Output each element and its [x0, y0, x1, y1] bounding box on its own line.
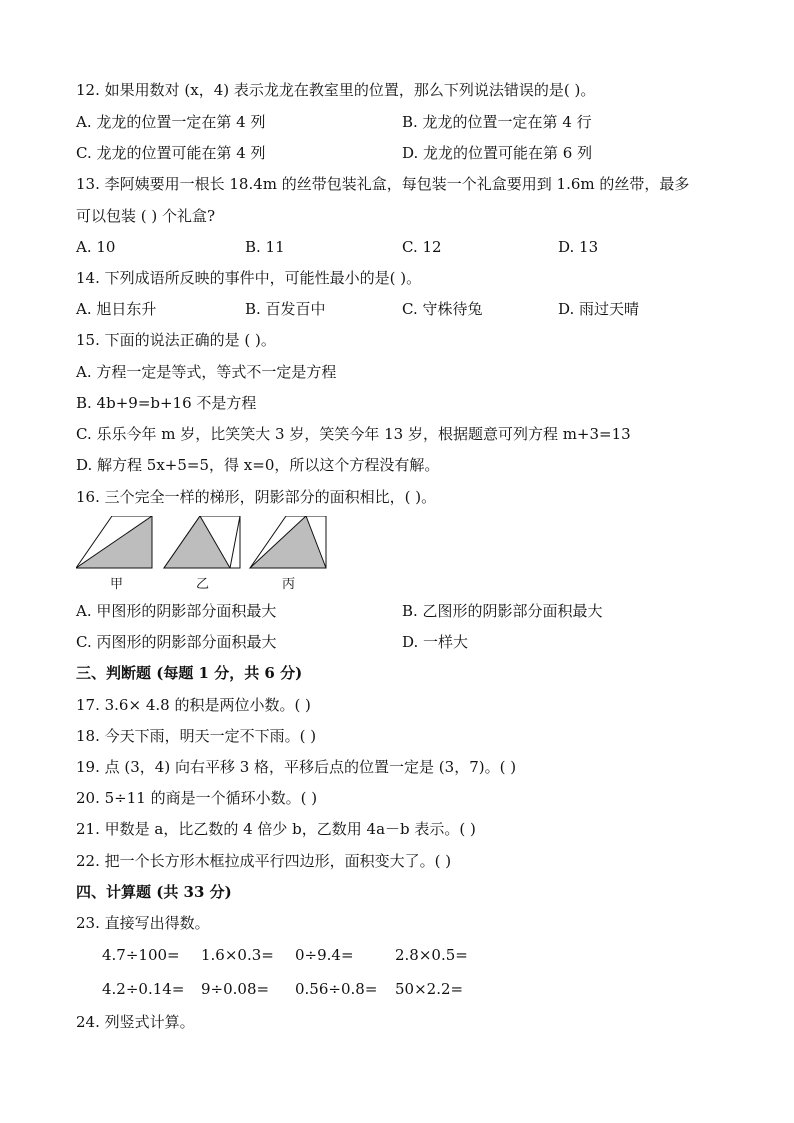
q16-option-b: B. 乙图形的阴影部分面积最大 — [402, 602, 603, 620]
q20: 20. 5÷11 的商是一个循环小数。( ) — [76, 789, 318, 807]
section-calculation-title: 四、计算题 (共 33 分) — [76, 883, 232, 901]
q12-option-d: D. 龙龙的位置可能在第 6 列 — [402, 144, 593, 162]
q16-option-d: D. 一样大 — [402, 633, 469, 651]
q15-option-c: C. 乐乐今年 m 岁，比笑笑大 3 岁，笑笑今年 13 岁，根据题意可列方程 m+3=13 — [76, 425, 631, 443]
q14-option-a: A. 旭日东升 — [76, 300, 157, 318]
q15-option-d: D. 解方程 5x+5=5，得 x=0，所以这个方程没有解。 — [76, 456, 440, 474]
q14-stem: 14. 下列成语所反映的事件中，可能性最小的是( )。 — [76, 269, 422, 287]
calc-item: 1.6×0.3= — [201, 946, 274, 964]
q12-option-c: C. 龙龙的位置可能在第 4 列 — [76, 144, 266, 162]
q13-stem-line1: 13. 李阿姨要用一根长 18.4m 的丝带包装礼盒，每包装一个礼盒要用到 1.6m 的丝带，最多 — [76, 175, 690, 193]
q16-option-a: A. 甲图形的阴影部分面积最大 — [76, 602, 277, 620]
q15-option-b: B. 4b+9=b+16 不是方程 — [76, 394, 257, 412]
figure-label-bing: 丙 — [282, 577, 296, 592]
section-judgement-title: 三、判断题 (每题 1 分，共 6 分) — [76, 664, 303, 682]
q13-option-a: A. 10 — [76, 238, 116, 256]
calc-item: 9÷0.08= — [201, 980, 270, 998]
trapezoid-jia — [76, 516, 152, 568]
calc-item: 50×2.2= — [395, 980, 464, 998]
q15-stem: 15. 下面的说法正确的是 ( )。 — [76, 331, 276, 349]
q12-option-a: A. 龙龙的位置一定在第 4 列 — [76, 113, 266, 131]
q13-option-c: C. 12 — [402, 238, 442, 256]
q17: 17. 3.6× 4.8 的积是两位小数。( ) — [76, 696, 311, 714]
calc-item: 0.56÷0.8= — [295, 980, 378, 998]
calc-item: 4.7÷100= — [102, 946, 180, 964]
q14-option-c: C. 守株待兔 — [402, 300, 483, 318]
trapezoid-bing — [250, 516, 326, 568]
trapezoid-yi — [164, 516, 240, 568]
q12-stem: 12. 如果用数对 (x，4) 表示龙龙在教室里的位置，那么下列说法错误的是( )。 — [76, 81, 596, 99]
q16-option-c: C. 丙图形的阴影部分面积最大 — [76, 633, 277, 651]
q24-stem: 24. 列竖式计算。 — [76, 1013, 195, 1031]
q13-stem-line2: 可以包装 ( ) 个礼盒? — [76, 207, 216, 225]
q18: 18. 今天下雨，明天一定不下雨。( ) — [76, 727, 317, 745]
q15-option-a: A. 方程一定是等式，等式不一定是方程 — [76, 363, 337, 381]
q21: 21. 甲数是 a，比乙数的 4 倍少 b，乙数用 4a－b 表示。( ) — [76, 820, 476, 838]
figure-label-jia: 甲 — [110, 577, 124, 592]
trapezoid-figures — [76, 516, 336, 600]
q23-stem: 23. 直接写出得数。 — [76, 914, 210, 932]
q19: 19. 点 (3，4) 向右平移 3 格，平移后点的位置一定是 (3，7)。( ) — [76, 758, 517, 776]
calc-item: 4.2÷0.14= — [102, 980, 185, 998]
q14-option-b: B. 百发百中 — [245, 300, 326, 318]
q12-option-b: B. 龙龙的位置一定在第 4 行 — [402, 113, 592, 131]
q16-stem: 16. 三个完全一样的梯形，阴影部分的面积相比，( )。 — [76, 488, 437, 506]
figure-label-yi: 乙 — [196, 577, 210, 592]
q13-option-d: D. 13 — [558, 238, 599, 256]
calc-item: 2.8×0.5= — [395, 946, 468, 964]
q22: 22. 把一个长方形木框拉成平行四边形，面积变大了。( ) — [76, 852, 452, 870]
q13-option-b: B. 11 — [245, 238, 285, 256]
calc-item: 0÷9.4= — [295, 946, 354, 964]
q14-option-d: D. 雨过天晴 — [558, 300, 640, 318]
